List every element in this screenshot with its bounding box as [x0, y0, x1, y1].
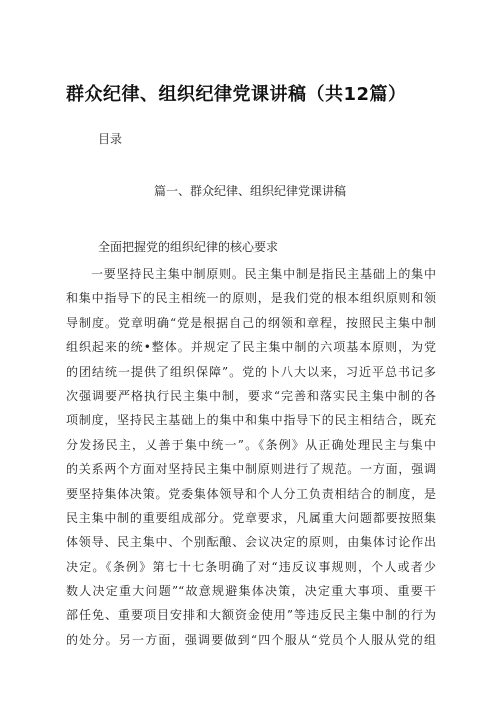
body-line: 导制度。党章明确“党是根据自己的纲领和章程，按照民主集中制	[66, 315, 436, 330]
body-line: 组织起来的统•整体。并规定了民主集中制的六项基本原则，为党	[66, 340, 436, 355]
body-line: 体领导、民主集中、个别酝酿、会议决定的原则，由集体讨论作出	[66, 535, 436, 550]
body-line: 的处分。另一方面，强调要做到“四个服从“党员个人服从党的组	[66, 632, 436, 647]
body-line: 和集中指导下的民主相统一的原则，是我们党的根本组织原则和领	[66, 291, 436, 306]
document-title: 群众纪律、组织纪律党课讲稿（共12篇）	[66, 84, 407, 105]
body-line: 次强调要严格执行民主集中制，要求“完善和落实民主集中制的各	[66, 388, 436, 403]
subheading: 全面把握党的组织纪律的核心要求	[98, 240, 279, 254]
body-line: 项制度，坚持民主基础上的集中和集中指导下的民主相结合，既充	[66, 413, 436, 428]
body-line: 的团结统一提供了组织保障”。党的卜八大以来，习近平总书记多	[66, 364, 436, 379]
body-line: 的关系两个方面对坚持民主集中制原则进行了规范。一方面，强调	[66, 462, 436, 477]
body-line: 数人决定重大问题”“故意规避集体决策，决定重大事项、重要干	[66, 584, 436, 599]
body-line: 一要坚持民主集中制原则。民主集中制是指民主基础上的集中	[91, 267, 436, 281]
body-line: 分发扬民主，乂善于集中统一”。《条例》从正确处理民主与集中	[66, 437, 436, 452]
toc-label: 目录	[98, 132, 123, 146]
section-heading: 篇一、群众纪律、组织纪律党课讲稿	[153, 184, 346, 198]
body-line: 决定。《条例》第七十七条明确了对“违反议事规则，个人或者少	[66, 559, 436, 574]
body-paragraph	[66, 262, 436, 652]
body-line: 要坚持集体决策。党委集体领导和个人分工负责相结合的制度，是	[66, 486, 436, 501]
body-line: 部任免、重要项目安排和大额资金使用”等违反民主集中制的行为	[66, 608, 436, 623]
body-line: 民主集中制的重要组成部分。党章要求，凡属重大问题都要按照集	[66, 510, 436, 525]
